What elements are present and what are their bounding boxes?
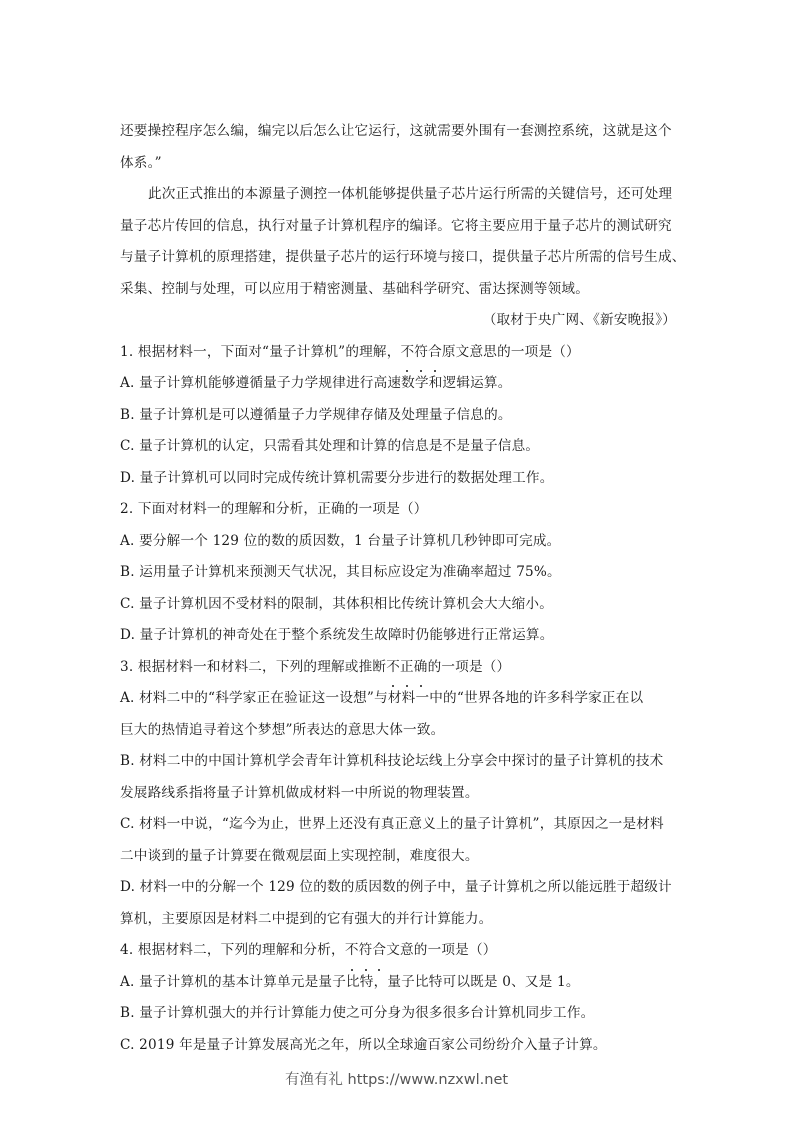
option-label: B. <box>120 753 135 769</box>
passage-line: 还要操控程序怎么编，编完以后怎么让它运行，这就需要外围有一套测控系统，这就是这个 <box>120 123 672 139</box>
option-text: 材料一中说，“迄今为止，世界上还没有真正意义上的量子计算机”，其原因之一是材料 <box>139 816 664 832</box>
option-text: 量子计算机因不受材料的限制，其体积相比传统计算机会大大缩小。 <box>139 595 553 612</box>
option-label: B. <box>120 406 135 423</box>
option-label: C. <box>120 595 135 612</box>
paragraph-line: 此次正式推出的本源量子测控一体机能够提供量子芯片运行所需的关键信号，还可处理 <box>148 186 673 202</box>
option-d-continued: 算机，主要原因是材料二中提到的它有强大的并行计算能力。 <box>120 910 493 927</box>
option-a <box>120 368 676 400</box>
option-text: 材料二中的“科学家正在验证这一设想”与材料一中的“世界各地的许多科学家正在以 <box>139 690 644 706</box>
paragraph-line: 与量子计算机的原理搭建，提供量子芯片的运行环境与接口，提供量子芯片所需的信号生成、 <box>120 249 686 265</box>
emphasis-char: 合 <box>428 337 442 369</box>
document-page <box>120 116 686 1061</box>
option-a <box>120 967 676 999</box>
option-c <box>120 1030 676 1062</box>
emphasis-char: 不 <box>345 935 359 967</box>
question-3-stem <box>120 652 676 684</box>
option-label: D. <box>120 627 136 643</box>
option-a-continued: 巨大的热情追寻着这个梦想”所表达的意思大体一致。 <box>120 721 445 738</box>
option-label: A. <box>120 532 135 549</box>
option-b <box>120 557 676 589</box>
paragraph-line: 量子芯片传回的信息，执行对量子计算机程序的编译。它将主要应用于量子芯片的测试研究 <box>120 217 672 234</box>
option-label: A. <box>120 375 135 391</box>
option-text: 材料二中的中国计算机学会青年计算机科技论坛线上分享会中探讨的量子计算机的技术 <box>139 753 664 769</box>
option-c <box>120 589 676 621</box>
option-b <box>120 998 676 1030</box>
option-label: B. <box>120 1005 135 1021</box>
option-c <box>120 431 676 463</box>
option-label: D. <box>120 469 136 486</box>
question-text: 文意的一项是（） <box>386 942 497 958</box>
question-text: 下面对材料一的理解和分析，正确的一项是（） <box>137 501 428 517</box>
option-label: A. <box>120 690 135 706</box>
option-label: A. <box>120 973 135 990</box>
passage-line: 体系。” <box>120 154 162 171</box>
option-text: 量子计算机的认定，只需看其处理和计算的信息是不是量子信息。 <box>139 438 540 454</box>
question-number: 1. <box>120 343 134 360</box>
paragraph-line: 采集、控制与处理，可以应用于精密测量、基础科学研究、雷达探测等领域。 <box>120 280 589 297</box>
option-label: C. <box>120 1036 135 1053</box>
question-text: 原文意思的一项是（） <box>441 343 580 360</box>
emphasis-char: 符 <box>359 935 373 967</box>
emphasis-char: 不 <box>386 652 400 684</box>
question-text: 的一项是（） <box>427 658 511 675</box>
option-text: 量子计算机的神奇处在于整个系统发生故障时仍能够进行正常运算。 <box>139 627 554 643</box>
question-2-stem <box>120 494 676 526</box>
option-a <box>120 526 676 558</box>
option-text: 运用量子计算机来预测天气状况，其目标应设定为准确率超过 75%。 <box>139 564 561 580</box>
option-text: 要分解一个 129 位的数的质因数，1 台量子计算机几秒钟即可完成。 <box>139 532 561 549</box>
question-4-stem <box>120 935 676 967</box>
emphasis-char: 确 <box>414 652 428 684</box>
emphasis-char: 合 <box>372 935 386 967</box>
option-label: D. <box>120 879 136 895</box>
question-text: 根据材料一，下面对“量子计算机”的理解， <box>137 343 401 360</box>
option-label: C. <box>120 816 135 832</box>
option-text: 材料一中的分解一个 129 位的数的质因数的例子中，量子计算机之所以能远胜于超级计 <box>139 879 672 895</box>
emphasis-char: 正 <box>400 652 414 684</box>
question-text: 根据材料二，下列的理解和分析， <box>137 942 345 958</box>
option-text: 量子计算机的基本计算单元是量子比特，量子比特可以既是 0、又是 1。 <box>139 973 580 990</box>
option-label: C. <box>120 438 135 454</box>
question-number: 4. <box>120 942 134 958</box>
question-text: 根据材料一和材料二，下列的理解或推断 <box>137 658 387 675</box>
option-b-continued: 发展路线系指将量子计算机做成材料一中所说的物理装置。 <box>120 784 479 801</box>
option-text: 量子计算机强大的并行计算能力使之可分身为很多很多台计算机同步工作。 <box>139 1005 595 1021</box>
option-text: 量子计算机能够遵循量子力学规律进行高速数学和逻辑运算。 <box>139 375 512 391</box>
option-text: 量子计算机是可以遵循量子力学规律存储及处理量子信息的。 <box>139 406 512 423</box>
option-a <box>120 683 676 715</box>
option-d <box>120 463 676 495</box>
source-citation: （取材于央广网、《新安晚报》） <box>482 312 676 328</box>
option-d <box>120 872 676 904</box>
option-text: 量子计算机可以同时完成传统计算机需要分步进行的数据处理工作。 <box>139 469 554 486</box>
question-number: 3. <box>120 658 134 675</box>
option-c <box>120 809 676 841</box>
watermark-footer: 有渔有礼 https://www.nzxwl.net <box>284 1072 509 1088</box>
option-text: 2019 年是量子计算发展高光之年，所以全球逾百家公司纷纷介入量子计算。 <box>139 1036 607 1053</box>
option-b <box>120 746 676 778</box>
emphasis-char: 不 <box>401 337 415 369</box>
question-number: 2. <box>120 501 134 517</box>
option-label: B. <box>120 564 135 580</box>
option-b <box>120 400 676 432</box>
option-c-continued: 二中谈到的量子计算要在微观层面上实现控制，难度很大。 <box>120 847 479 864</box>
option-d <box>120 620 676 652</box>
emphasis-char: 符 <box>414 337 428 369</box>
question-1-stem <box>120 337 676 369</box>
